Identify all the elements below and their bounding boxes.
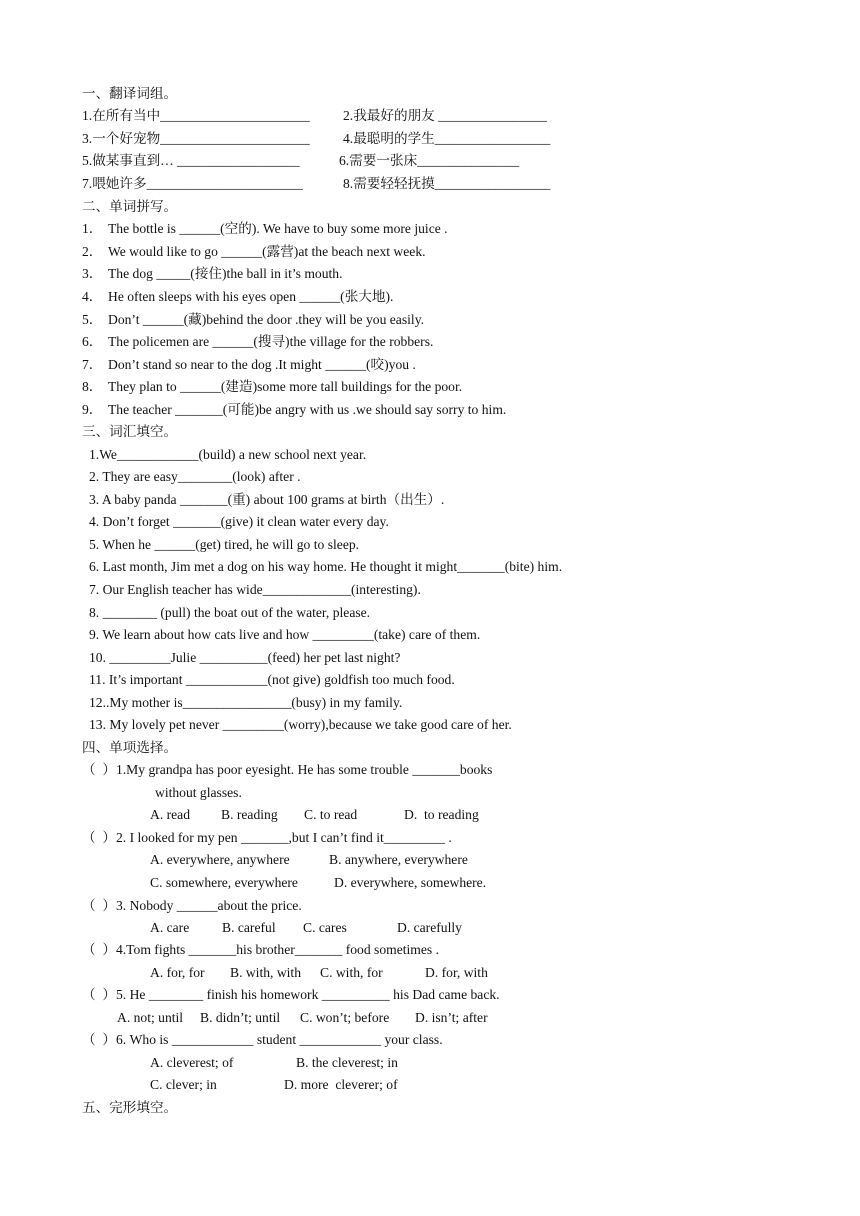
spelling-number: 9．	[82, 402, 103, 417]
mc-question: （ ）2. I looked for my pen _______,but I can’t find it_________ .	[82, 830, 452, 845]
section-heading-cloze: 五、完形填空。	[82, 1100, 178, 1115]
translate-item: 8.需要轻轻抚摸_________________	[343, 176, 551, 191]
mc-option: C. cares	[303, 920, 347, 935]
mc-question: （ ）1.My grandpa has poor eyesight. He has some trouble _______books	[82, 762, 493, 777]
mc-question: （ ）6. Who is ____________ student ____________ your class.	[82, 1032, 443, 1047]
mc-question: （ ）4.Tom fights _______his brother_______ food sometimes .	[82, 942, 439, 957]
mc-option: B. with, with	[230, 965, 301, 980]
spelling-number: 2．	[82, 244, 103, 259]
spelling-item: We would like to go ______(露营)at the beach next week.	[108, 244, 426, 259]
mc-option: B. the cleverest; in	[296, 1055, 398, 1070]
mc-option: C. clever; in	[150, 1077, 217, 1092]
vocab-item: 4. Don’t forget _______(give) it clean water every day.	[89, 514, 389, 529]
translate-item: 3.一个好宠物______________________	[82, 131, 310, 146]
mc-option: D. more cleverer; of	[284, 1077, 398, 1092]
mc-option: D. isn’t; after	[415, 1010, 488, 1025]
mc-option: A. read	[150, 807, 191, 822]
vocab-item: 6. Last month, Jim met a dog on his way home. He thought it might_______(bite) him.	[89, 559, 563, 574]
vocab-item: 1.We____________(build) a new school next year.	[89, 447, 367, 462]
mc-option: D. carefully	[397, 920, 462, 935]
mc-option: B. careful	[222, 920, 276, 935]
vocab-item: 9. We learn about how cats live and how _________(take) care of them.	[89, 627, 481, 642]
vocab-item: 13. My lovely pet never _________(worry),because we take good care of her.	[89, 717, 512, 732]
mc-option: C. with, for	[320, 965, 383, 980]
section-heading-translate: 一、翻译词组。	[82, 86, 178, 101]
mc-option: B. didn’t; until	[200, 1010, 281, 1025]
mc-option: C. to read	[304, 807, 358, 822]
spelling-number: 6．	[82, 334, 103, 349]
mc-option: B. reading	[221, 807, 278, 822]
mc-option: D. everywhere, somewhere.	[334, 875, 487, 890]
spelling-item: The policemen are ______(搜寻)the village for the robbers.	[108, 334, 434, 349]
mc-option: D. to reading	[404, 807, 479, 822]
mc-option: A. for, for	[150, 965, 205, 980]
section-heading-vocab: 三、词汇填空。	[82, 424, 178, 439]
vocab-item: 5. When he ______(get) tired, he will go to sleep.	[89, 537, 360, 552]
spelling-number: 3．	[82, 266, 103, 281]
spelling-number: 8．	[82, 379, 103, 394]
vocab-item: 2. They are easy________(look) after .	[89, 469, 301, 484]
mc-question-continued: without glasses.	[155, 785, 242, 800]
vocab-item: 10. _________Julie __________(feed) her pet last night?	[89, 650, 401, 665]
mc-option: C. won’t; before	[300, 1010, 390, 1025]
spelling-item: The bottle is ______(空的). We have to buy some more juice .	[108, 221, 448, 236]
mc-option: C. somewhere, everywhere	[150, 875, 298, 890]
section-heading-spelling: 二、单词拼写。	[82, 199, 178, 214]
vocab-item: 7. Our English teacher has wide_____________(interesting).	[89, 582, 421, 597]
mc-option: D. for, with	[425, 965, 488, 980]
vocab-item: 3. A baby panda _______(重) about 100 grams at birth（出生）.	[89, 492, 445, 507]
spelling-number: 5．	[82, 312, 103, 327]
spelling-number: 1．	[82, 221, 103, 236]
spelling-item: He often sleeps with his eyes open ______(张大地).	[108, 289, 394, 304]
translate-item: 7.喂她许多_______________________	[82, 176, 303, 191]
spelling-item: Don’t ______(藏)behind the door .they will be you easily.	[108, 312, 425, 327]
vocab-item: 12..My mother is________________(busy) in my family.	[89, 695, 403, 710]
translate-item: 4.最聪明的学生_________________	[343, 131, 551, 146]
spelling-number: 7．	[82, 357, 103, 372]
mc-option: A. cleverest; of	[150, 1055, 234, 1070]
translate-item: 6.需要一张床_______________	[339, 153, 520, 168]
translate-item: 2.我最好的朋友 ________________	[343, 108, 547, 123]
mc-option: A. care	[150, 920, 190, 935]
vocab-item: 11. It’s important ____________(not give) goldfish too much food.	[89, 672, 455, 687]
mc-option: A. not; until	[117, 1010, 184, 1025]
section-heading-multiple-choice: 四、单项选择。	[82, 740, 178, 755]
spelling-item: The teacher _______(可能)be angry with us .we should say sorry to him.	[108, 402, 507, 417]
spelling-number: 4．	[82, 289, 103, 304]
mc-question: （ ）5. He ________ finish his homework __________ his Dad came back.	[82, 987, 500, 1002]
translate-item: 1.在所有当中______________________	[82, 108, 310, 123]
spelling-item: Don’t stand so near to the dog .It might ______(咬)you .	[108, 357, 416, 372]
mc-option: A. everywhere, anywhere	[150, 852, 290, 867]
mc-option: B. anywhere, everywhere	[329, 852, 468, 867]
translate-item: 5.做某事直到… __________________	[82, 153, 300, 168]
spelling-item: They plan to ______(建造)some more tall buildings for the poor.	[108, 379, 463, 394]
spelling-item: The dog _____(接住)the ball in it’s mouth.	[108, 266, 343, 281]
vocab-item: 8. ________ (pull) the boat out of the water, please.	[89, 605, 371, 620]
mc-question: （ ）3. Nobody ______about the price.	[82, 898, 302, 913]
